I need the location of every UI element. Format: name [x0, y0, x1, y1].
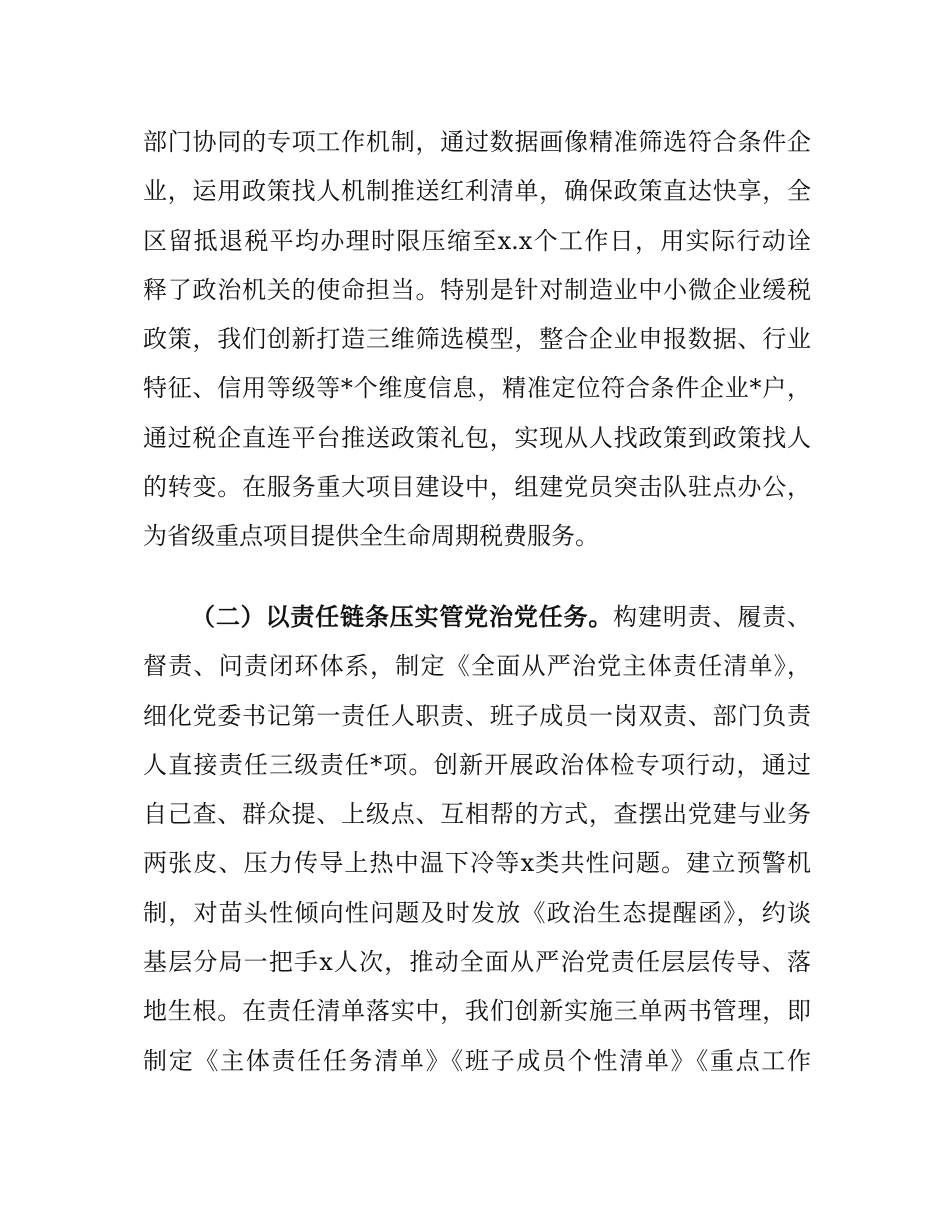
text-line: 制定《主体责任任务清单》《班子成员个性清单》《重点工作	[143, 1046, 811, 1075]
text-line: 政策，我们创新打造三维筛选模型，整合企业申报数据、行业	[143, 325, 811, 354]
text-line: 业，运用政策找人机制推送红利清单，确保政策直达快享，全	[143, 177, 811, 206]
text-line: 细化党委书记第一责任人职责、班子成员一岗双责、部门负责	[143, 701, 811, 730]
text-line: 部门协同的专项工作机制，通过数据画像精准筛选符合条件企	[143, 128, 811, 156]
text-line: 为省级重点项目提供全生命周期税费服务。	[143, 522, 599, 551]
text-line: 人直接责任三级责任*项。创新开展政治体检专项行动，通过	[143, 750, 811, 779]
text-line: 基层分局一把手x人次，推动全面从严治党责任层层传导、落	[143, 948, 811, 977]
text-line: 制，对苗头性倾向性问题及时发放《政治生态提醒函》，约谈	[143, 898, 811, 927]
text-line: 两张皮、压力传导上热中温下冷等x类共性问题。建立预警机	[143, 849, 811, 878]
paragraph-first-line	[143, 593, 811, 642]
text-line: 通过税企直连平台推送政策礼包，实现从人找政策到政策找人	[143, 423, 811, 452]
text-line: 释了政治机关的使命担当。特别是针对制造业中小微企业缓税	[143, 275, 811, 304]
text-line: 地生根。在责任清单落实中，我们创新实施三单两书管理，即	[143, 997, 811, 1026]
text-line: 督责、问责闭环体系，制定《全面从严治党主体责任清单》，	[143, 652, 811, 681]
first-line-text: 构建明责、履责、	[613, 603, 812, 631]
text-line: 的转变。在服务重大项目建设中，组建党员突击队驻点办公，	[143, 473, 811, 502]
text-line: 区留抵退税平均办理时限压缩至x.x个工作日，用实际行动诠	[143, 226, 811, 255]
section-heading: （二）以责任链条压实管党治党任务。	[191, 603, 614, 631]
paragraph-2	[143, 593, 811, 1086]
text-line: 自己查、群众提、上级点、互相帮的方式，查摆出党建与业务	[143, 800, 811, 829]
paragraph-1	[143, 118, 811, 562]
text-line: 特征、信用等级等*个维度信息，精准定位符合条件企业*户，	[143, 374, 811, 403]
